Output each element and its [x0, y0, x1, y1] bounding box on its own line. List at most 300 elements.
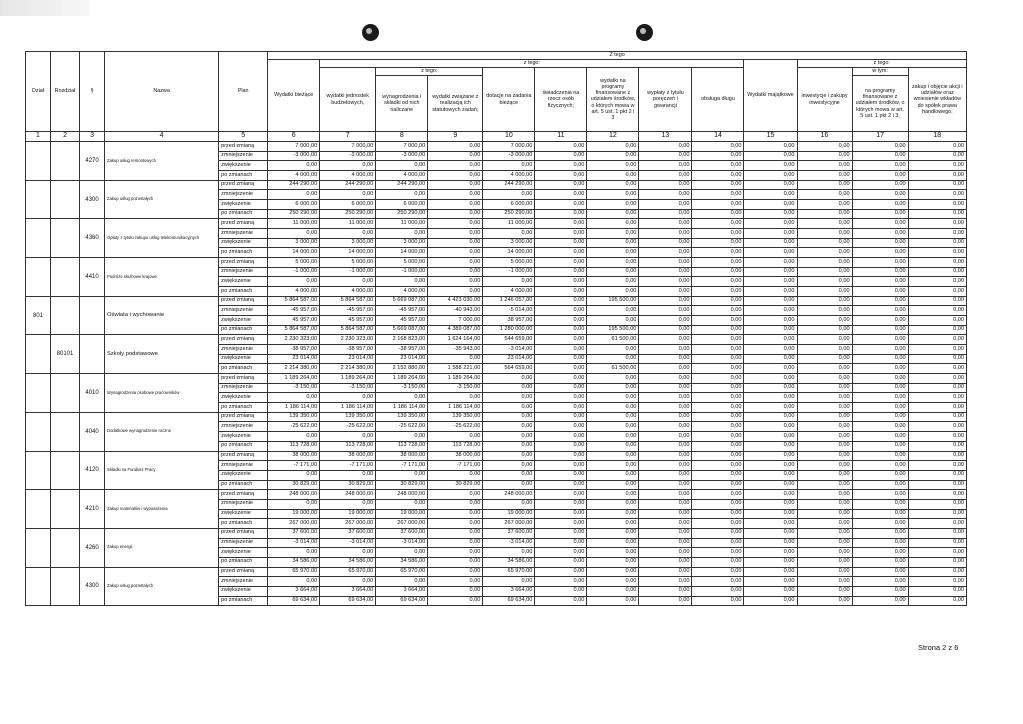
- value-cell: 0,00: [852, 451, 908, 461]
- value-cell: 0,00: [852, 209, 908, 219]
- row-label: zmniejszenie: [219, 422, 268, 432]
- value-cell: 65 970,00: [376, 567, 428, 577]
- value-cell: 45 957,00: [376, 316, 428, 326]
- name-cell: Dodatkowe wynagrodzenie roczne: [105, 412, 219, 451]
- value-cell: 0,00: [639, 364, 692, 374]
- value-cell: 0,00: [535, 441, 587, 451]
- value-cell: 0,00: [483, 480, 535, 490]
- value-cell: 139 350,00: [268, 412, 320, 422]
- value-cell: 0,00: [587, 229, 639, 239]
- paragraf-cell: 4210: [80, 490, 105, 529]
- row-label: przed zmianą: [219, 296, 268, 306]
- value-cell: 38 957,00: [483, 316, 535, 326]
- value-cell: 0,00: [797, 499, 852, 509]
- value-cell: 30 829,00: [428, 480, 483, 490]
- column-number: 12: [587, 132, 639, 142]
- value-cell: 0,00: [852, 238, 908, 248]
- value-cell: -38 957,00: [376, 345, 428, 355]
- value-cell: 0,00: [797, 393, 852, 403]
- table-row: [26, 567, 967, 577]
- column-number: 9: [428, 132, 483, 142]
- value-cell: 0,00: [639, 567, 692, 577]
- value-cell: 0,00: [908, 345, 966, 355]
- value-cell: 0,00: [692, 267, 744, 277]
- value-cell: 0,00: [320, 499, 376, 509]
- value-cell: 0,00: [692, 499, 744, 509]
- value-cell: 0,00: [587, 577, 639, 587]
- value-cell: 244 290,00: [483, 180, 535, 190]
- value-cell: 0,00: [639, 432, 692, 442]
- value-cell: 4 000,00: [376, 287, 428, 297]
- row-label: zwiększenie: [219, 238, 268, 248]
- value-cell: 0,00: [587, 190, 639, 200]
- value-cell: 0,00: [535, 200, 587, 210]
- value-cell: -7 171,00: [320, 461, 376, 471]
- value-cell: 0,00: [744, 219, 797, 229]
- value-cell: 0,00: [639, 403, 692, 413]
- value-cell: 0,00: [535, 461, 587, 471]
- value-cell: 0,00: [797, 209, 852, 219]
- value-cell: 3 664,00: [483, 586, 535, 596]
- value-cell: 0,00: [639, 277, 692, 287]
- value-cell: 0,00: [744, 422, 797, 432]
- value-cell: 5 669 087,00: [376, 296, 428, 306]
- value-cell: 0,00: [744, 509, 797, 519]
- value-cell: 0,00: [908, 548, 966, 558]
- value-cell: 0,00: [535, 548, 587, 558]
- value-cell: 0,00: [852, 567, 908, 577]
- value-cell: 0,00: [587, 567, 639, 577]
- value-cell: 0,00: [587, 451, 639, 461]
- value-cell: 0,00: [797, 180, 852, 190]
- row-label: przed zmianą: [219, 142, 268, 152]
- value-cell: 4 389 087,00: [428, 325, 483, 335]
- value-cell: 267 000,00: [483, 519, 535, 529]
- value-cell: -25 622,00: [376, 422, 428, 432]
- value-cell: 0,00: [908, 519, 966, 529]
- value-cell: 0,00: [744, 171, 797, 181]
- value-cell: 2 230 323,00: [268, 335, 320, 345]
- value-cell: 7 000,00: [428, 316, 483, 326]
- value-cell: 0,00: [692, 219, 744, 229]
- value-cell: 0,00: [428, 432, 483, 442]
- value-cell: 0,00: [535, 248, 587, 258]
- value-cell: 1 246 057,00: [483, 296, 535, 306]
- value-cell: 2 214 380,00: [268, 364, 320, 374]
- row-label: zmniejszenie: [219, 538, 268, 548]
- value-cell: 0,00: [639, 422, 692, 432]
- value-cell: 0,00: [587, 354, 639, 364]
- value-cell: 0,00: [692, 287, 744, 297]
- value-cell: 0,00: [692, 422, 744, 432]
- header-wydatki-statutowe: wydatki związane z realizacją ich statutowych zadań;: [428, 76, 483, 132]
- value-cell: 0,00: [852, 509, 908, 519]
- value-cell: 61 500,00: [587, 335, 639, 345]
- value-cell: 0,00: [744, 403, 797, 413]
- value-cell: 0,00: [744, 538, 797, 548]
- value-cell: 0,00: [797, 422, 852, 432]
- value-cell: 0,00: [692, 403, 744, 413]
- value-cell: 0,00: [483, 461, 535, 471]
- value-cell: 0,00: [908, 258, 966, 268]
- value-cell: 0,00: [797, 171, 852, 181]
- value-cell: 0,00: [428, 557, 483, 567]
- value-cell: 0,00: [744, 490, 797, 500]
- value-cell: 0,00: [639, 538, 692, 548]
- value-cell: 0,00: [535, 325, 587, 335]
- value-cell: 0,00: [852, 528, 908, 538]
- value-cell: 0,00: [852, 403, 908, 413]
- value-cell: 0,00: [908, 200, 966, 210]
- value-cell: 139 350,00: [428, 412, 483, 422]
- value-cell: 0,00: [320, 277, 376, 287]
- value-cell: 0,00: [535, 451, 587, 461]
- paragraf-cell: 4300: [80, 180, 105, 219]
- value-cell: 11 000,00: [376, 219, 428, 229]
- value-cell: 0,00: [744, 461, 797, 471]
- value-cell: 0,00: [692, 325, 744, 335]
- value-cell: 564 659,00: [483, 364, 535, 374]
- rozdzial-cell: 80101: [51, 335, 80, 374]
- value-cell: 0,00: [268, 470, 320, 480]
- value-cell: 34 586,00: [320, 557, 376, 567]
- value-cell: 0,00: [744, 393, 797, 403]
- value-cell: 0,00: [692, 577, 744, 587]
- value-cell: 0,00: [744, 548, 797, 558]
- value-cell: 0,00: [692, 490, 744, 500]
- value-cell: 0,00: [587, 345, 639, 355]
- value-cell: 0,00: [797, 354, 852, 364]
- value-cell: 1 624 164,00: [428, 335, 483, 345]
- value-cell: 0,00: [797, 151, 852, 161]
- value-cell: 2 168 823,00: [376, 335, 428, 345]
- value-cell: 0,00: [587, 432, 639, 442]
- value-cell: 3 664,00: [320, 586, 376, 596]
- value-cell: 0,00: [908, 538, 966, 548]
- value-cell: 0,00: [797, 461, 852, 471]
- value-cell: -1 000,00: [376, 267, 428, 277]
- value-cell: 0,00: [908, 306, 966, 316]
- value-cell: 0,00: [587, 248, 639, 258]
- value-cell: 0,00: [639, 509, 692, 519]
- value-cell: 0,00: [535, 364, 587, 374]
- value-cell: 0,00: [744, 586, 797, 596]
- value-cell: 0,00: [797, 490, 852, 500]
- value-cell: 0,00: [852, 248, 908, 258]
- value-cell: 0,00: [797, 238, 852, 248]
- value-cell: 0,00: [535, 296, 587, 306]
- value-cell: 0,00: [797, 480, 852, 490]
- value-cell: 0,00: [483, 383, 535, 393]
- value-cell: 0,00: [483, 403, 535, 413]
- value-cell: 0,00: [483, 229, 535, 239]
- rozdzial-cell: [51, 296, 80, 335]
- row-label: zmniejszenie: [219, 267, 268, 277]
- value-cell: 0,00: [908, 248, 966, 258]
- budget-table: [25, 51, 967, 606]
- value-cell: 0,00: [268, 277, 320, 287]
- dzial-cell: 801: [26, 296, 51, 335]
- value-cell: 0,00: [428, 209, 483, 219]
- value-cell: -3 150,00: [268, 383, 320, 393]
- row-label: zmniejszenie: [219, 306, 268, 316]
- value-cell: 0,00: [908, 325, 966, 335]
- value-cell: 0,00: [797, 287, 852, 297]
- scan-mark: [0, 0, 90, 16]
- value-cell: 4 000,00: [483, 171, 535, 181]
- value-cell: -3 014,00: [268, 538, 320, 548]
- header-z-tego-jednostek: z tego:: [376, 68, 483, 76]
- value-cell: 0,00: [639, 267, 692, 277]
- value-cell: 4 000,00: [483, 287, 535, 297]
- dzial-cell: [26, 180, 51, 219]
- value-cell: 0,00: [744, 325, 797, 335]
- value-cell: 0,00: [535, 374, 587, 384]
- value-cell: 0,00: [376, 499, 428, 509]
- value-cell: 69 634,00: [268, 596, 320, 606]
- value-cell: 0,00: [428, 180, 483, 190]
- value-cell: 0,00: [797, 470, 852, 480]
- value-cell: -1 000,00: [268, 267, 320, 277]
- value-cell: 5 864 587,00: [268, 296, 320, 306]
- column-number: 18: [908, 132, 966, 142]
- value-cell: 0,00: [587, 267, 639, 277]
- value-cell: 0,00: [908, 190, 966, 200]
- table-row: [26, 180, 967, 190]
- value-cell: 0,00: [692, 345, 744, 355]
- paragraf-cell: [80, 335, 105, 374]
- value-cell: 0,00: [744, 364, 797, 374]
- column-number: 6: [268, 132, 320, 142]
- value-cell: 19 000,00: [483, 509, 535, 519]
- value-cell: 5 000,00: [483, 258, 535, 268]
- value-cell: 0,00: [268, 499, 320, 509]
- value-cell: 0,00: [268, 161, 320, 171]
- value-cell: 0,00: [797, 538, 852, 548]
- value-cell: 4 423 030,00: [428, 296, 483, 306]
- value-cell: 0,00: [797, 296, 852, 306]
- rozdzial-cell: [51, 219, 80, 258]
- value-cell: 0,00: [908, 403, 966, 413]
- value-cell: 69 634,00: [376, 596, 428, 606]
- value-cell: 11 000,00: [320, 219, 376, 229]
- name-cell: Oświata i wychowanie: [105, 296, 219, 335]
- value-cell: 0,00: [852, 161, 908, 171]
- value-cell: 0,00: [587, 519, 639, 529]
- value-cell: 0,00: [852, 287, 908, 297]
- value-cell: 0,00: [535, 238, 587, 248]
- value-cell: 0,00: [535, 306, 587, 316]
- value-cell: 0,00: [535, 142, 587, 152]
- value-cell: 0,00: [587, 180, 639, 190]
- value-cell: 0,00: [744, 345, 797, 355]
- value-cell: -3 000,00: [376, 151, 428, 161]
- value-cell: 0,00: [852, 325, 908, 335]
- name-cell: Składki na Fundusz Pracy: [105, 451, 219, 490]
- value-cell: 2 152 880,00: [376, 364, 428, 374]
- value-cell: 0,00: [692, 209, 744, 219]
- value-cell: 0,00: [744, 499, 797, 509]
- value-cell: 0,00: [744, 470, 797, 480]
- row-label: zwiększenie: [219, 393, 268, 403]
- row-label: po zmianach: [219, 248, 268, 258]
- value-cell: 0,00: [797, 567, 852, 577]
- row-label: po zmianach: [219, 480, 268, 490]
- value-cell: 30 829,00: [268, 480, 320, 490]
- value-cell: 0,00: [639, 180, 692, 190]
- value-cell: 61 500,00: [587, 364, 639, 374]
- row-label: zwiększenie: [219, 586, 268, 596]
- row-label: zwiększenie: [219, 470, 268, 480]
- value-cell: 0,00: [852, 364, 908, 374]
- value-cell: -45 957,00: [376, 306, 428, 316]
- value-cell: 7 000,00: [268, 142, 320, 152]
- value-cell: 0,00: [587, 383, 639, 393]
- value-cell: -3 000,00: [268, 151, 320, 161]
- column-number: 10: [483, 132, 535, 142]
- value-cell: 0,00: [797, 548, 852, 558]
- paragraf-cell: 4270: [80, 142, 105, 181]
- value-cell: 0,00: [852, 441, 908, 451]
- value-cell: 0,00: [535, 509, 587, 519]
- value-cell: 0,00: [852, 374, 908, 384]
- value-cell: 0,00: [692, 596, 744, 606]
- row-label: po zmianach: [219, 171, 268, 181]
- value-cell: 0,00: [428, 190, 483, 200]
- value-cell: 5 864 587,00: [268, 325, 320, 335]
- value-cell: 0,00: [320, 470, 376, 480]
- value-cell: 0,00: [744, 412, 797, 422]
- value-cell: -1 000,00: [483, 267, 535, 277]
- value-cell: 244 290,00: [320, 180, 376, 190]
- value-cell: 0,00: [744, 316, 797, 326]
- value-cell: 0,00: [908, 180, 966, 190]
- value-cell: 0,00: [908, 499, 966, 509]
- row-label: po zmianach: [219, 519, 268, 529]
- row-label: przed zmianą: [219, 451, 268, 461]
- value-cell: 0,00: [852, 432, 908, 442]
- value-cell: 38 000,00: [268, 451, 320, 461]
- column-number: 13: [639, 132, 692, 142]
- value-cell: -3 014,00: [376, 538, 428, 548]
- value-cell: 0,00: [428, 490, 483, 500]
- value-cell: 113 728,00: [428, 441, 483, 451]
- value-cell: 0,00: [483, 277, 535, 287]
- value-cell: 0,00: [908, 557, 966, 567]
- header-zakup-akcji: zakup i objęcie akcji i udziałów oraz wniesienie wkładów do spółek prawa handlowego.: [908, 68, 966, 132]
- value-cell: 0,00: [692, 354, 744, 364]
- value-cell: 0,00: [908, 161, 966, 171]
- rozdzial-cell: [51, 258, 80, 297]
- header-z-tego-biezace: z tego:: [320, 60, 744, 68]
- value-cell: 0,00: [908, 296, 966, 306]
- value-cell: 0,00: [908, 441, 966, 451]
- value-cell: 0,00: [908, 528, 966, 538]
- value-cell: 0,00: [535, 151, 587, 161]
- value-cell: 0,00: [908, 596, 966, 606]
- value-cell: 6 000,00: [320, 200, 376, 210]
- value-cell: 0,00: [744, 354, 797, 364]
- value-cell: 0,00: [908, 229, 966, 239]
- value-cell: 0,00: [744, 528, 797, 538]
- value-cell: 0,00: [428, 528, 483, 538]
- row-label: po zmianach: [219, 441, 268, 451]
- value-cell: 0,00: [692, 161, 744, 171]
- rozdzial-cell: [51, 451, 80, 490]
- value-cell: 0,00: [692, 374, 744, 384]
- value-cell: 0,00: [535, 180, 587, 190]
- value-cell: 0,00: [692, 248, 744, 258]
- value-cell: 14 000,00: [376, 248, 428, 258]
- column-number: 11: [535, 132, 587, 142]
- value-cell: 0,00: [908, 422, 966, 432]
- value-cell: -3 000,00: [483, 151, 535, 161]
- punch-hole-icon: [636, 24, 653, 41]
- column-number: 17: [852, 132, 908, 142]
- row-label: zwiększenie: [219, 316, 268, 326]
- column-number: 3: [80, 132, 105, 142]
- value-cell: -3 014,00: [320, 538, 376, 548]
- value-cell: 3 000,00: [376, 238, 428, 248]
- value-cell: 0,00: [744, 374, 797, 384]
- value-cell: 1 186 114,00: [268, 403, 320, 413]
- value-cell: 34 586,00: [268, 557, 320, 567]
- value-cell: 0,00: [797, 190, 852, 200]
- row-label: po zmianach: [219, 364, 268, 374]
- value-cell: 0,00: [535, 596, 587, 606]
- value-cell: 0,00: [908, 509, 966, 519]
- value-cell: 0,00: [908, 151, 966, 161]
- value-cell: 0,00: [852, 383, 908, 393]
- value-cell: 0,00: [639, 393, 692, 403]
- value-cell: 1 280 000,00: [483, 325, 535, 335]
- value-cell: 0,00: [639, 209, 692, 219]
- value-cell: 37 600,00: [268, 528, 320, 538]
- value-cell: 0,00: [587, 480, 639, 490]
- dzial-cell: [26, 528, 51, 567]
- value-cell: 0,00: [428, 258, 483, 268]
- value-cell: 0,00: [320, 161, 376, 171]
- value-cell: 267 000,00: [376, 519, 428, 529]
- value-cell: 6 000,00: [376, 200, 428, 210]
- value-cell: -3 150,00: [428, 383, 483, 393]
- value-cell: 0,00: [428, 596, 483, 606]
- value-cell: 0,00: [692, 258, 744, 268]
- value-cell: 0,00: [639, 577, 692, 587]
- header-wydatki-programy: wydatki na programy finansowane z udziałem środków, o których mowa w art. 5 ust. 1 pkt 2 i 3: [587, 68, 639, 132]
- value-cell: 0,00: [639, 258, 692, 268]
- value-cell: 0,00: [535, 557, 587, 567]
- value-cell: 0,00: [535, 577, 587, 587]
- value-cell: 0,00: [428, 577, 483, 587]
- value-cell: 0,00: [797, 267, 852, 277]
- dzial-cell: [26, 142, 51, 181]
- value-cell: 0,00: [692, 548, 744, 558]
- value-cell: 0,00: [692, 451, 744, 461]
- row-label: przed zmianą: [219, 258, 268, 268]
- value-cell: 0,00: [908, 461, 966, 471]
- value-cell: 244 290,00: [376, 180, 428, 190]
- value-cell: 250 290,00: [320, 209, 376, 219]
- value-cell: 0,00: [797, 586, 852, 596]
- value-cell: 0,00: [744, 209, 797, 219]
- value-cell: -3 150,00: [320, 383, 376, 393]
- value-cell: 0,00: [587, 412, 639, 422]
- value-cell: 0,00: [797, 142, 852, 152]
- value-cell: 0,00: [535, 393, 587, 403]
- header-na-programy: na programy finansowane z udziałem środków, o których mowa w art. 5 ust. 1 pkt 2 i 3,: [852, 76, 908, 132]
- header-z-tego: Z tego: [268, 52, 967, 60]
